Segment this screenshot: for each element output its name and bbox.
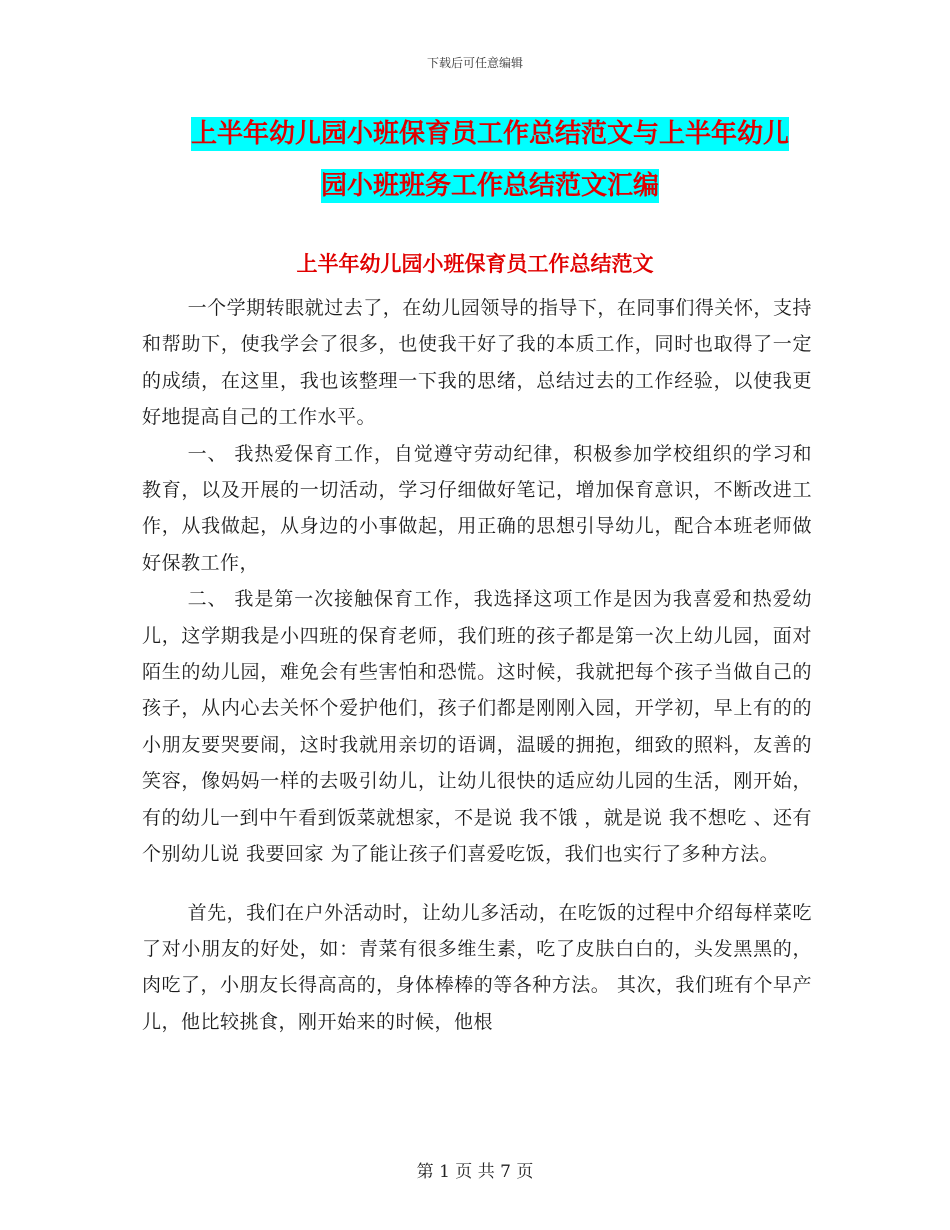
body-text [142,290,812,1040]
section-title: 上半年幼儿园小班保育员工作总结范文 [296,251,654,276]
paragraph-point-one: 一、 我热爱保育工作，自觉遵守劳动纪律，积极参加学校组织的学习和教育，以及开展的一切活动，学习仔细做好笔记，增加保育意识，不断改进工作，从我做起，从身边的小事做起，用正确的思想引导幼儿，配合本班老师做好保教工作， [142,442,812,574]
paragraph-first-method: 首先，我们在户外活动时，让幼儿多活动，在吃饭的过程中介绍每样菜吃了对小朋友的好处，如：青菜有很多维生素，吃了皮肤白白的，头发黑黑的，肉吃了，小朋友长得高高的，身体棒棒的等各种方法。 其次，我们班有个早产儿，他比较挑食，刚开始来的时候，他根 [142,901,812,1033]
paragraph-point-two: 二、 我是第一次接触保育工作，我选择这项工作是因为我喜爱和热爱幼儿，这学期我是小四班的保育老师，我们班的孩子都是第一次上幼儿园，面对陌生的幼儿园，难免会有些害怕和恐慌。这时候，我就把每个孩子当做自己的孩子，从内心去关怀个爱护他们，孩子们都是刚刚入园，开学初，早上有的的小朋友要哭要闹，这时我就用亲切的语调，温暖的拥抱，细致的照料，友善的笑容，像妈妈一样的去吸引幼儿，让幼儿很快的适应幼儿园的生活，刚开始，有的幼儿一到中午看到饭菜就想家，不是说 我不饿 ，就是说 我不想吃 、还有个别幼儿说 我要回家 为了能让孩子们喜爱吃饭，我们也实行了多种方法。 [142,588,812,866]
paragraph-intro: 一个学期转眼就过去了，在幼儿园领导的指导下，在同事们得关怀，支持和帮助下，使我学会了很多，也使我干好了我的本质工作，同时也取得了一定的成绩，在这里，我也该整理一下我的思绪，总结过去的工作经验，以使我更好地提高自己的工作水平。 [142,297,812,429]
document-title-line1: 上半年幼儿园小班保育员工作总结范文与上半年幼儿 [190,119,789,149]
page-footer: 第 1 页 共 7 页 [416,1162,534,1182]
document-title-line2: 园小班班务工作总结范文汇编 [320,171,659,201]
header-note: 下载后可任意编辑 [426,56,523,70]
document-title [150,108,830,212]
